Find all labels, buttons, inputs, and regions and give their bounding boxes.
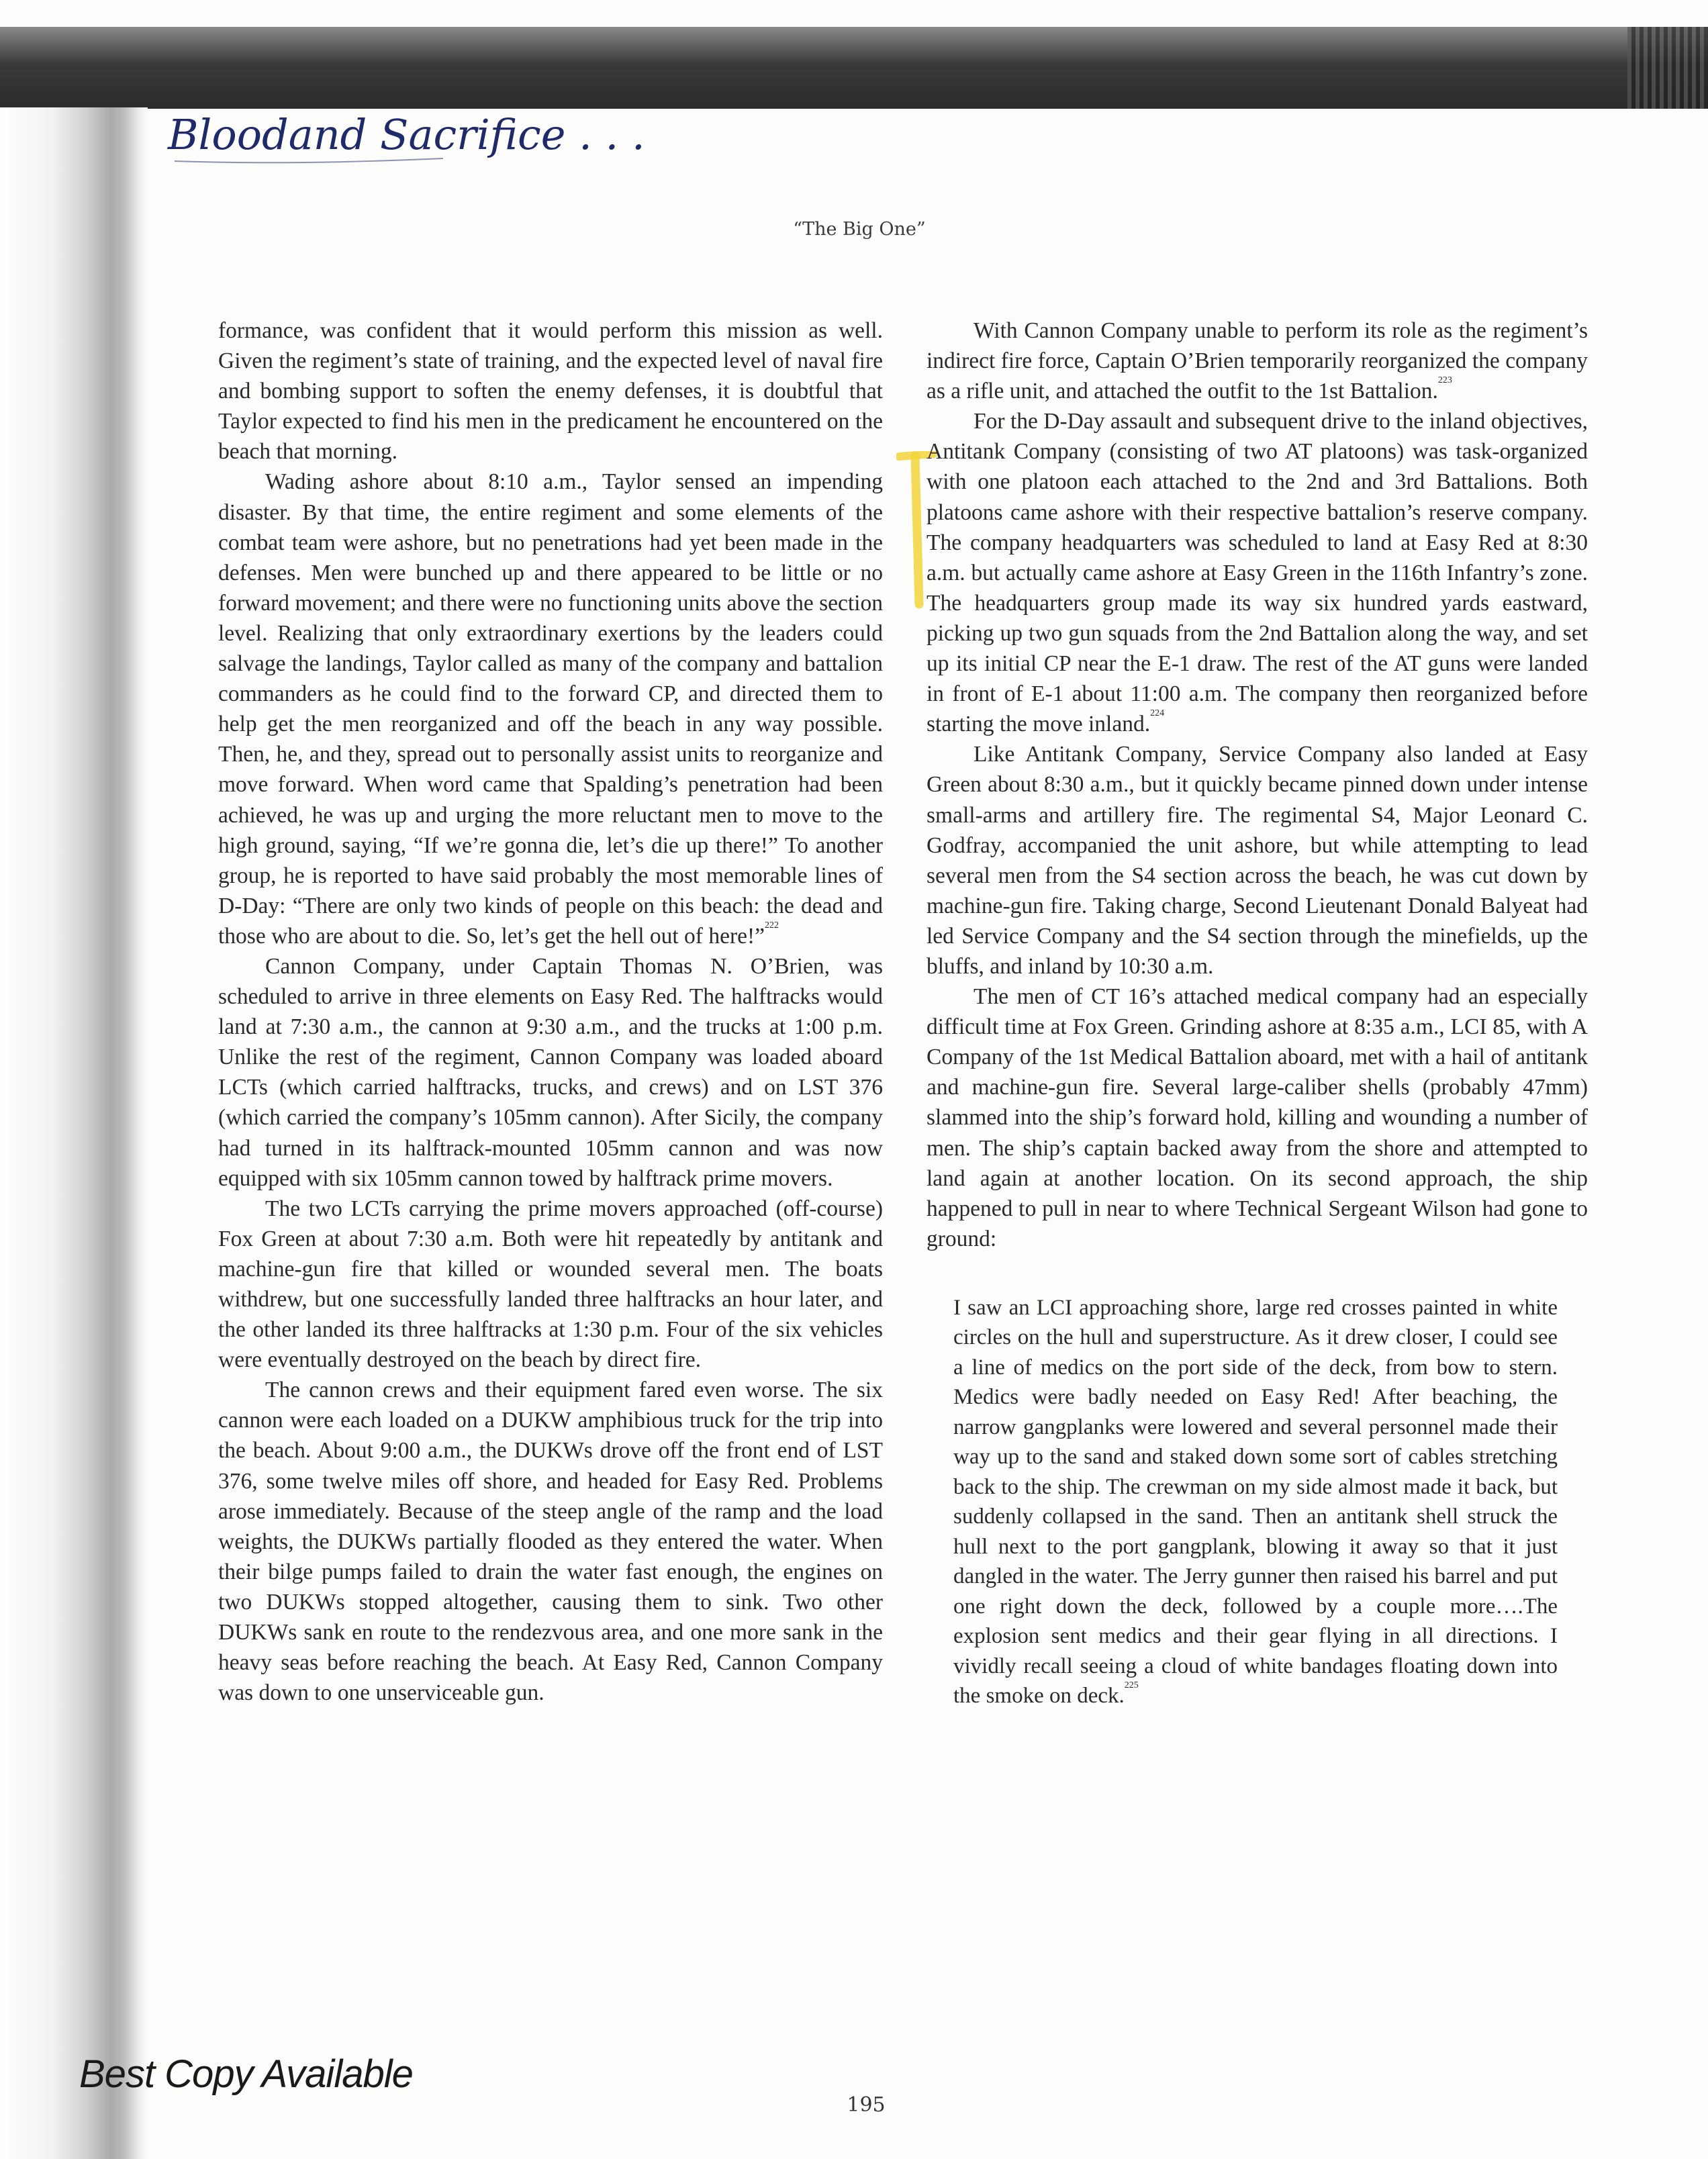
- right-paragraph-1-text: With Cannon Company unable to perform its role as the regiment’s indirect fire force, Captain O’Brien temporarily reorganized the company as a rifle unit, and attached the outfit to the 1st Battalion.: [927, 318, 1588, 404]
- handwritten-annotation-svg: [161, 101, 765, 175]
- left-paragraph-5: The cannon crews and their equipment fared even worse. The six cannon were each loaded on a DUKW amphibious truck for the trip into the beach. About 9:00 a.m., the DUKWs drove off the front end of LST 376, some twelve miles off shore, and headed for Easy Red. Problems arose immediately. Because of the steep angle of the ramp and the load weights, the DUKWs partially flooded as they entered the water. When their bilge pumps failed to drain the water fast enough, the engines on two DUKWs stopped altogether, causing them to sink. Two other DUKWs sank en route to the rendezvous area, and one more sank in the heavy seas before reaching the beach. At Easy Red, Cannon Company was down to one unserviceable gun.: [218, 1378, 883, 1706]
- left-paragraph-2: [218, 467, 883, 951]
- handwritten-annotation: [161, 101, 765, 175]
- block-quote-text: I saw an LCI approaching shore, large red crosses painted in white circles on the hull and superstructure. As it drew closer, I could see a line of medics on the port side of the deck, from bow to stern. Medics were badly needed on Easy Red! After beaching, the narrow gangplanks were lowered and several personnel made their way up to the sand and staked down some sort of cables stretching back to the ship. The crewman on my side almost made it back, but suddenly collapsed in the sand. Then an antitank shell struck the hull next to the port gangplank, blowing it away so that it just dangled in the water. The Jerry gunner then raised his barrel and put one right down the deck, followed by a couple more….The explosion sent medics and their gear flying in all directions. I vividly recall seeing a cloud of white bandages floating down into the smoke on deck.: [953, 1295, 1558, 1709]
- footnote-ref-224: 224: [1150, 708, 1165, 719]
- block-quote: [953, 1293, 1558, 1711]
- left-paragraph-2-text: Wading ashore about 8:10 a.m., Taylor sensed an impending disaster. By that time, the entire regiment and some elements of the combat team were ashore, but no penetrations had yet been made in the defenses. Men were bunched up and there appeared to be little or no forward movement; and there were no functioning units above the section level. Realizing that only extraordinary exertions by the leaders could salvage the landings, Taylor called as many of the company and battalion commanders as he could find to the forward CP, and directed them to help get the men reorganized and off the beach in any way possible. Then, he, and they, spread out to personally assist units to reorganize and move forward. When word came that Spalding’s penetration had been achieved, he was up and urging the more reluctant men to move to the high ground, saying, “If we’re gonna die, let’s die up there!” To another group, he is reported to have said probably the most memorable lines of D-Day: “There are only two kinds of people on this beach: the dead and those who are about to die. So, let’s get the hell out of here!”: [218, 469, 883, 949]
- binding-shadow: [0, 107, 148, 2159]
- left-paragraph-1: formance, was confident that it would perform this mission as well. Given the regiment’s state of training, and the expected level of naval fire and bombing support to soften the enemy defenses, it is doubtful that Taylor expected to find his men in the predicament he encountered on the beach that morning.: [218, 318, 883, 465]
- handwritten-annotation-text: Bloodand Sacrifice . . .: [168, 110, 645, 159]
- left-column: [218, 316, 883, 1708]
- right-paragraph-2-text: For the D-Day assault and subsequent drive to the inland objectives, Antitank Company (consisting of two AT platoons) was task-organized with one platoon each attached to the 2nd and 3rd Battalions. Both platoons came ashore with their respective battalion’s reserve company. The company headquarters was scheduled to land at Easy Red at 8:30 a.m. but actually came ashore at Easy Green in the 116th Infantry’s zone. The headquarters group made its way six hundred yards eastward, picking up two gun squads from the 2nd Battalion along the way, and set up its initial CP near the E-1 draw. The rest of the AT guns were landed in front of E-1 about 11:00 a.m. The company then reorganized before starting the move inland.: [927, 409, 1588, 737]
- left-paragraph-4: The two LCTs carrying the prime movers approached (off-course) Fox Green at about 7:30 a.m. Both were hit repeatedly by antitank and machine-gun fire that killed or wounded several men. The boats withdrew, but one successfully landed three halftracks an hour later, and the other landed its three halftracks at 1:30 p.m. Four of the six vehicles were eventually destroyed on the beach by direct fire.: [218, 1196, 883, 1373]
- right-paragraph-2: [927, 406, 1588, 739]
- footnote-ref-222: 222: [765, 920, 779, 930]
- right-paragraph-1: [927, 316, 1588, 406]
- highlighter-mark-vertical-stroke: [915, 457, 919, 604]
- right-column: [927, 316, 1588, 1711]
- right-paragraph-4: The men of CT 16’s attached medical company had an especially difficult time at Fox Green. Grinding ashore at 8:35 a.m., LCI 85, with A Company of the 1st Medical Battalion aboard, met with a hail of antitank and machine-gun fire. Several large-caliber shells (probably 47mm) slammed into the ship’s forward hold, killing and wounding a number of men. The ship’s captain backed away from the shore and attempted to land again at another location. On its second approach, the ship happened to pull in near to where Technical Sergeant Wilson had gone to ground:: [927, 984, 1588, 1251]
- running-head: “The Big One”: [793, 219, 926, 240]
- footnote-ref-225: 225: [1124, 1680, 1139, 1691]
- page-number: 195: [847, 2093, 886, 2117]
- scanner-top-edge: [0, 27, 1708, 109]
- left-paragraph-3: Cannon Company, under Captain Thomas N. O’Brien, was scheduled to arrive in three elements on Easy Red. The halftracks would land at 7:30 a.m., the cannon at 9:30 a.m., and the trucks at 1:00 p.m. Unlike the rest of the regiment, Cannon Company was loaded aboard LCTs (which carried halftracks, trucks, and crews) and on LST 376 (which carried the company’s 105mm cannon). After Sicily, the company had turned in its halftrack-mounted 105mm cannon and was now equipped with six 105mm cannon towed by halftrack prime movers.: [218, 953, 883, 1191]
- right-paragraph-3: Like Antitank Company, Service Company also landed at Easy Green about 8:30 a.m., but it quickly became pinned down under intense small-arms and artillery fire. The regimental S4, Major Leonard C. Godfray, accompanied the unit ashore, but while attempting to lead several men from the S4 section across the beach, he was cut down by machine-gun fire. Taking charge, Second Lieutenant Donald Balyeat had led Service Company and the S4 section through the minefields, up the bluffs, and inland by 10:30 a.m.: [927, 742, 1588, 979]
- best-copy-stamp: Best Copy Available: [79, 2052, 413, 2096]
- scanner-edge-texture: [1627, 27, 1708, 109]
- footnote-ref-223: 223: [1437, 375, 1452, 386]
